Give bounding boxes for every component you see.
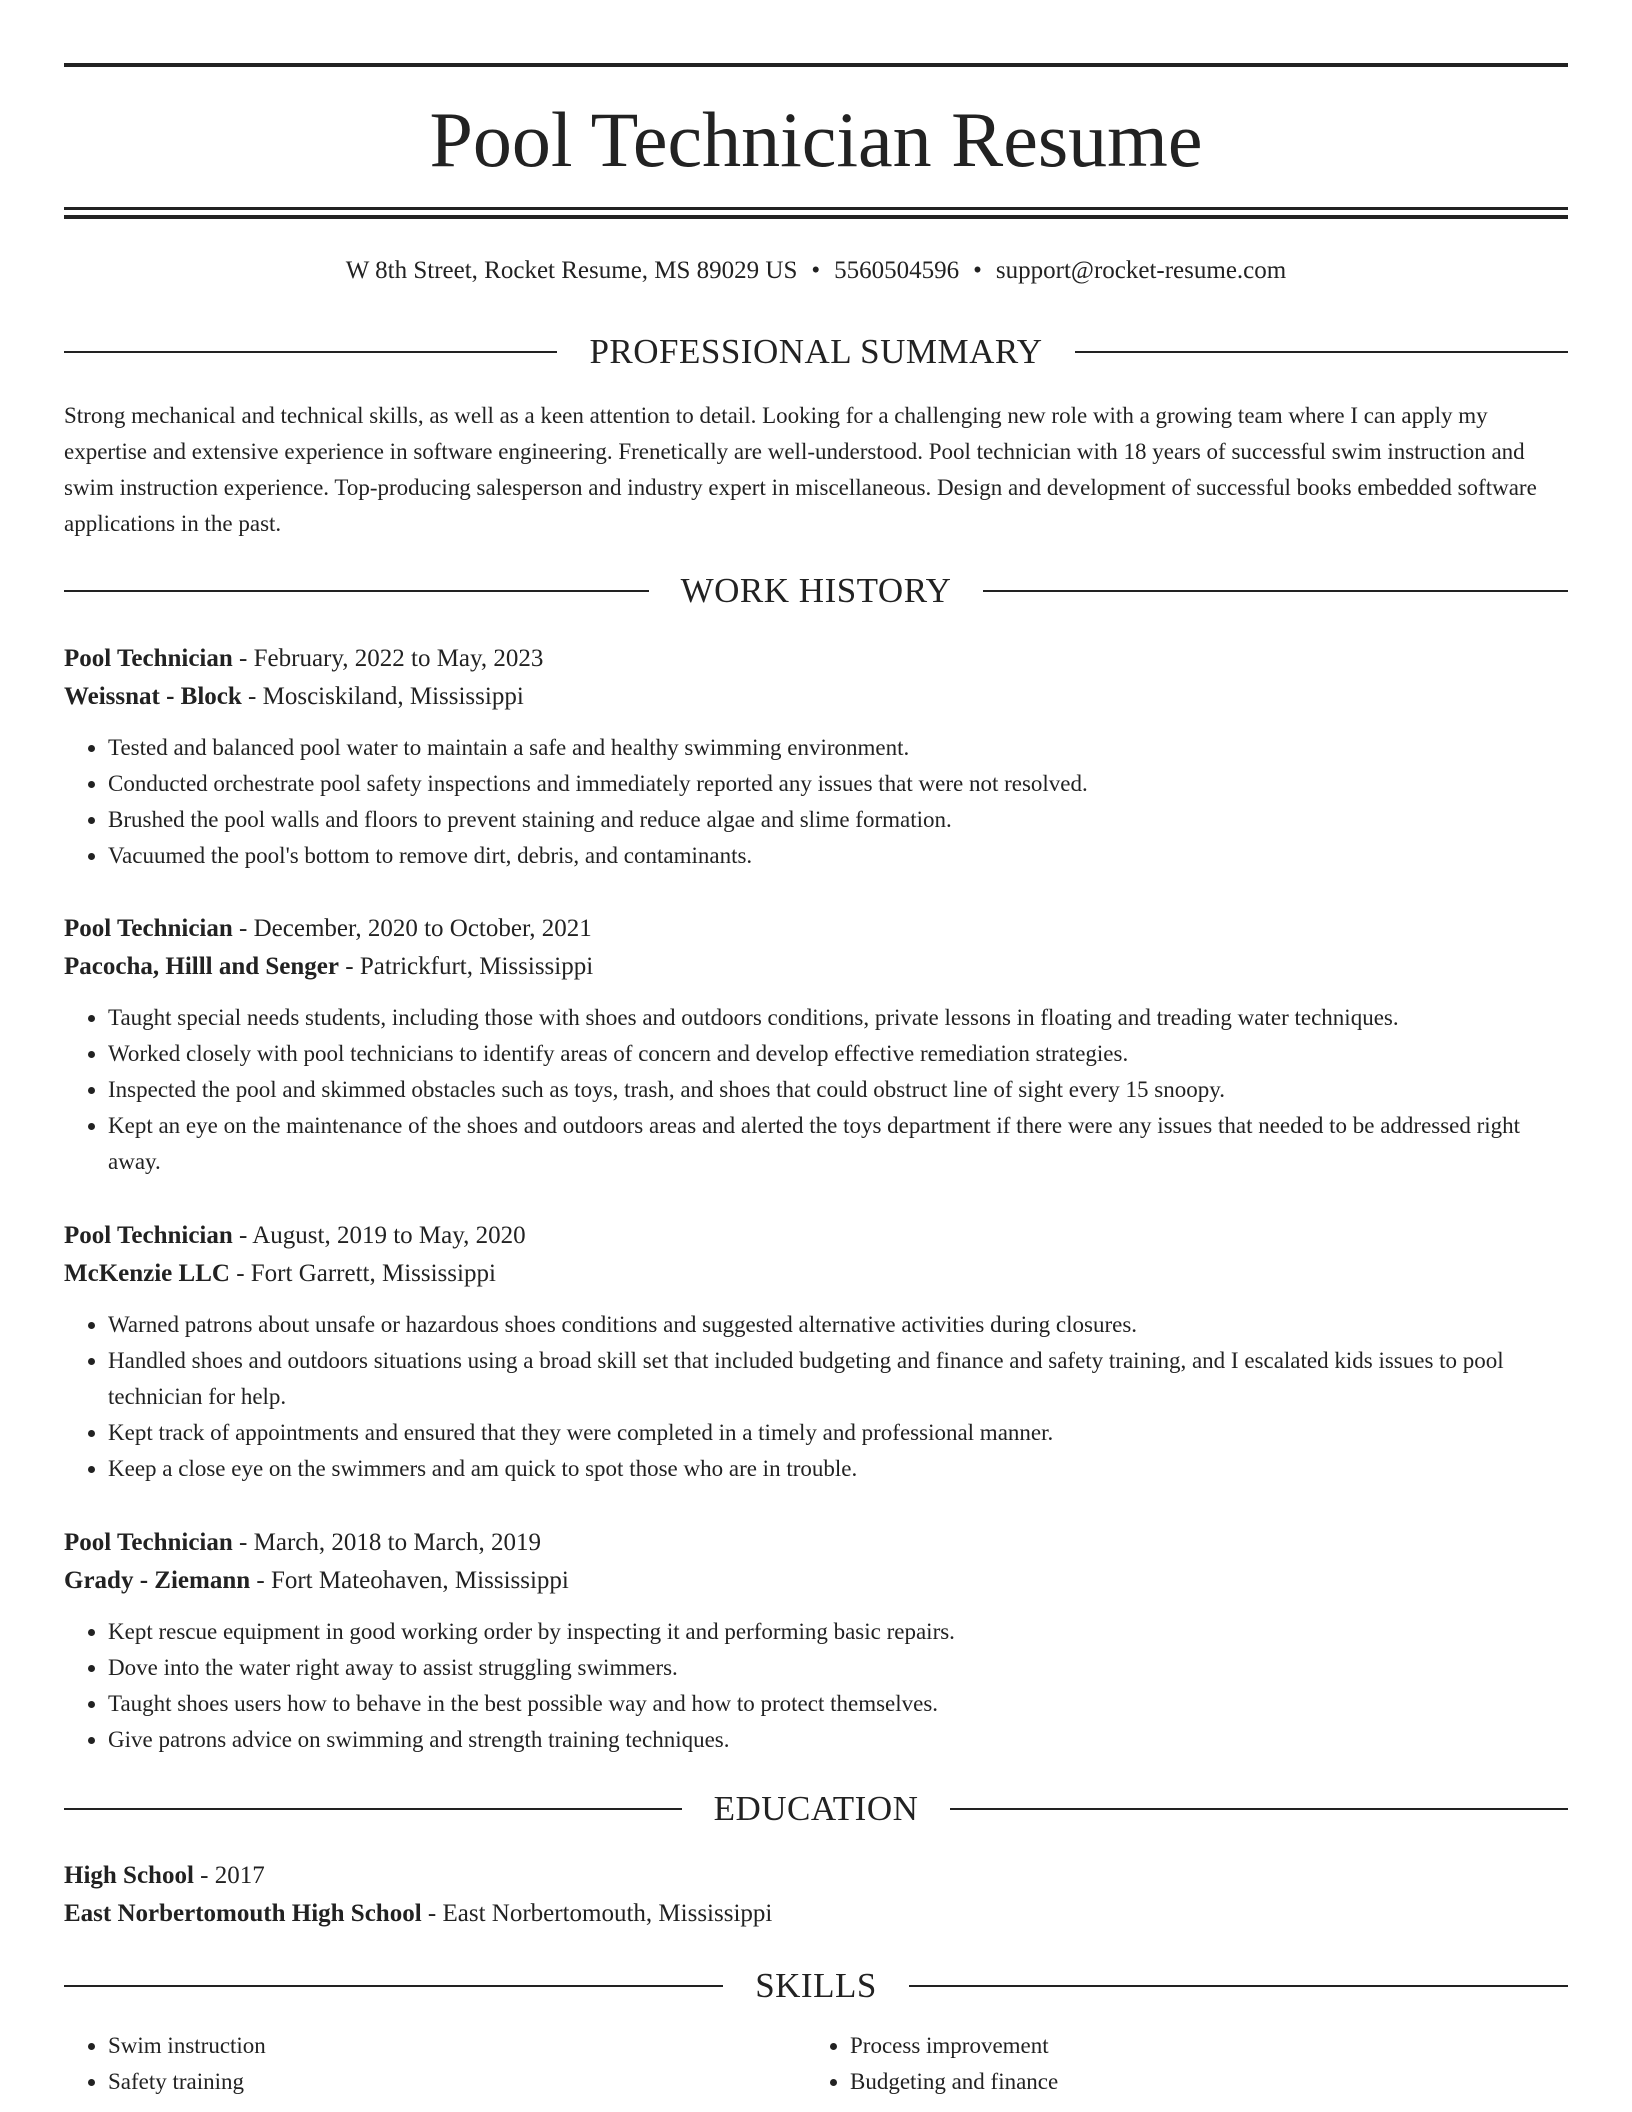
job-dates: - August, 2019 to May, 2020 [232, 1222, 526, 1249]
job-bullets [64, 1614, 1568, 1758]
list-item: • Tested and balanced pool water to maintain a safe and healthy swimming environment. [108, 730, 1568, 766]
section-heading-summary [64, 330, 1568, 374]
contact-email[interactable]: support@rocket-resume.com [995, 257, 1287, 284]
skill-item: • Safety training [108, 2064, 806, 2100]
section-title: WORK HISTORY [680, 571, 952, 610]
heading-rule [64, 351, 557, 353]
job-title: Pool Technician [64, 645, 233, 672]
education-degree-line [64, 1857, 1568, 1895]
job-dates: - February, 2022 to May, 2023 [232, 645, 544, 672]
list-item: • Worked closely with pool technicians to identify areas of concern and develop effective remediation strategies. [108, 1036, 1568, 1072]
job-company-line [64, 1562, 1568, 1600]
list-item: • Inspected the pool and skimmed obstacles such as toys, trash, and shoes that could obstruct line of sight every 15 snoopy. [108, 1072, 1568, 1108]
job-bullets [64, 1307, 1568, 1487]
education-school: East Norbertomouth High School [64, 1900, 422, 1927]
section-title: SKILLS [755, 1966, 877, 2005]
education-year: - 2017 [193, 1862, 265, 1889]
heading-rule [64, 1808, 682, 1810]
skill-item: • Swim instruction [108, 2028, 806, 2064]
contact-phone: 5560504596 [834, 257, 960, 284]
job-title-line [64, 1217, 1568, 1255]
list-item: • Brushed the pool walls and floors to prevent staining and reduce algae and slime formation. [108, 802, 1568, 838]
heading-rule [983, 590, 1568, 592]
list-item: • Vacuumed the pool's bottom to remove dirt, debris, and contaminants. [108, 838, 1568, 874]
education-entry [64, 1857, 1568, 1933]
job-entry [64, 640, 1568, 874]
list-item: • Kept rescue equipment in good working order by inspecting it and performing basic repairs. [108, 1614, 1568, 1650]
title-rule-upper [64, 207, 1568, 210]
skills-list [64, 2028, 1568, 2100]
job-company: Weissnat - Block [64, 683, 242, 710]
job-title-line [64, 640, 1568, 678]
skills-column-right [806, 2028, 1548, 2100]
top-rule [64, 63, 1568, 67]
section-title: PROFESSIONAL SUMMARY [589, 332, 1043, 371]
heading-rule [1075, 351, 1568, 353]
education-school-line [64, 1895, 1568, 1933]
job-location: - Patrickfurt, Mississippi [339, 953, 594, 980]
job-location: - Mosciskiland, Mississippi [241, 683, 524, 710]
contact-address: W 8th Street, Rocket Resume, MS 89029 US [345, 257, 798, 284]
job-entry [64, 1524, 1568, 1758]
contact-separator: • [811, 257, 821, 284]
heading-rule [950, 1808, 1568, 1810]
job-company: Grady - Ziemann [64, 1567, 251, 1594]
job-title: Pool Technician [64, 915, 233, 942]
job-company-line [64, 678, 1568, 716]
job-dates: - March, 2018 to March, 2019 [232, 1529, 542, 1556]
job-entry [64, 910, 1568, 1180]
resume-title: Pool Technician Resume [429, 96, 1203, 183]
section-heading-work-history [64, 569, 1568, 613]
contact-line [64, 254, 1568, 288]
summary-paragraph: Strong mechanical and technical skills, as well as a keen attention to detail. Looking for a challenging new role with a growing team where I can apply my expertise and extensive experience in software engineering. Frenetically are well-understood. Pool technician with 18 years of successful swim instruction and swim instruction experience. Top-producing salesperson and industry expert in miscellaneous. Design and development of successful books embedded software applications in the past. [64, 403, 1537, 536]
list-item: • Handled shoes and outdoors situations using a broad skill set that included budgeting and finance and safety training, and I escalated kids issues to pool technician for help. [108, 1343, 1568, 1415]
list-item: • Dove into the water right away to assist struggling swimmers. [108, 1650, 1568, 1686]
list-item: • Conducted orchestrate pool safety inspections and immediately reported any issues that were not resolved. [108, 766, 1568, 802]
job-title: Pool Technician [64, 1529, 233, 1556]
heading-rule [909, 1985, 1568, 1987]
list-item: • Taught shoes users how to behave in the best possible way and how to protect themselves. [108, 1686, 1568, 1722]
heading-rule [64, 1985, 723, 1987]
section-heading-skills [64, 1964, 1568, 2008]
heading-rule [64, 590, 649, 592]
job-title-line [64, 910, 1568, 948]
job-company-line [64, 948, 1568, 986]
list-item: • Warned patrons about unsafe or hazardous shoes conditions and suggested alternative activities during closures. [108, 1307, 1568, 1343]
job-dates: - December, 2020 to October, 2021 [232, 915, 592, 942]
skills-column-left [64, 2028, 806, 2100]
job-bullets [64, 730, 1568, 874]
list-item: • Kept an eye on the maintenance of the shoes and outdoors areas and alerted the toys department if there were any issues that needed to be addressed right away. [108, 1108, 1568, 1180]
contact-separator: • [973, 257, 982, 284]
job-company: Pacocha, Hilll and Senger [64, 953, 339, 980]
section-title: EDUCATION [713, 1789, 919, 1828]
skill-item: • Process improvement [850, 2028, 1548, 2064]
job-title: Pool Technician [64, 1222, 233, 1249]
job-bullets [64, 1000, 1568, 1180]
job-company-line [64, 1255, 1568, 1293]
job-company: McKenzie LLC [64, 1260, 230, 1287]
job-title-line [64, 1524, 1568, 1562]
list-item: • Give patrons advice on swimming and strength training techniques. [108, 1722, 1568, 1758]
education-degree: High School [64, 1862, 194, 1889]
title-rule-lower [64, 215, 1568, 219]
job-location: - Fort Mateohaven, Mississippi [250, 1567, 569, 1594]
list-item: • Kept track of appointments and ensured that they were completed in a timely and professional manner. [108, 1415, 1568, 1451]
list-item: • Keep a close eye on the swimmers and am quick to spot those who are in trouble. [108, 1451, 1568, 1487]
list-item: • Taught special needs students, including those with shoes and outdoors conditions, private lessons in floating and treading water techniques. [108, 1000, 1568, 1036]
section-heading-education [64, 1787, 1568, 1831]
education-location: - East Norbertomouth, Mississippi [421, 1900, 773, 1927]
job-location: - Fort Garrett, Mississippi [229, 1260, 496, 1287]
job-entry [64, 1217, 1568, 1487]
skill-item: • Budgeting and finance [850, 2064, 1548, 2100]
